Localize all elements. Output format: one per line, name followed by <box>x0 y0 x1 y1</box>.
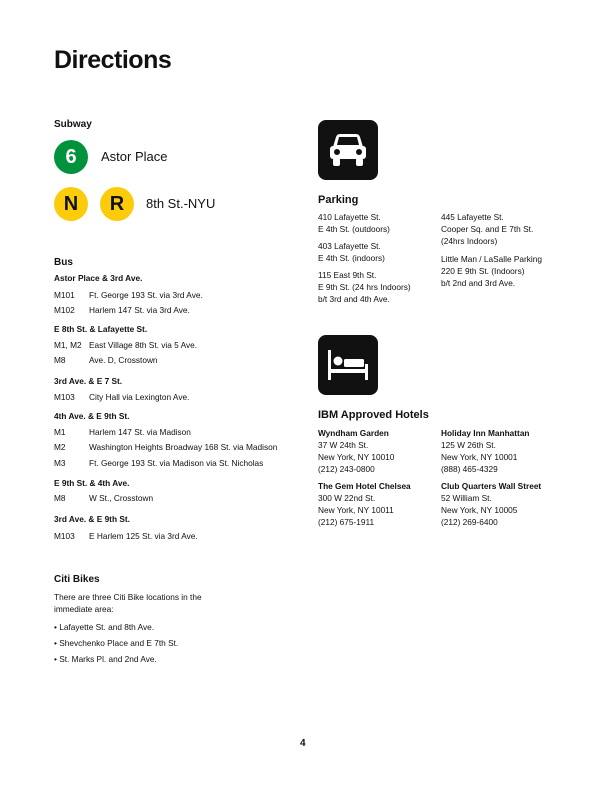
parking-line: 445 Lafayette St. <box>441 212 504 222</box>
route-code: M1 <box>54 427 66 437</box>
line-r-label: R <box>109 192 125 215</box>
bus-route <box>54 531 198 541</box>
bus-stop-heading: E 8th St. & Lafayette St. <box>54 324 148 334</box>
subway-heading: Subway <box>54 119 92 130</box>
parking-line: E 4th St. (outdoors) <box>318 224 390 234</box>
route-desc: Ave. D, Crosstown <box>89 355 158 365</box>
parking-heading: Parking <box>318 194 359 206</box>
hotel-city: New York, NY 10001 <box>441 452 518 462</box>
citibikes-list <box>54 622 178 670</box>
parking-line: b/t 2nd and 3rd Ave. <box>441 278 516 288</box>
route-desc: Ft. George 193 St. via Madison via St. Nicholas <box>89 458 264 468</box>
route-code: M2 <box>54 442 66 452</box>
hotel-address: 125 W 26th St. <box>441 440 496 450</box>
hotel-card <box>318 427 394 475</box>
parking-location <box>318 211 390 235</box>
station-astor-place: Astor Place <box>101 149 168 164</box>
hotel-city: New York, NY 10011 <box>318 505 394 515</box>
bed-icon <box>318 335 378 395</box>
route-desc: Ft. George 193 St. via 3rd Ave. <box>89 290 203 300</box>
line-n-label: N <box>63 192 79 215</box>
bus-stop-heading: E 9th St. & 4th Ave. <box>54 478 130 488</box>
hotel-phone: (212) 243-0800 <box>318 464 375 474</box>
bus-heading: Bus <box>54 257 73 268</box>
route-desc: E Harlem 125 St. via 3rd Ave. <box>89 531 198 541</box>
bus-route <box>54 493 153 503</box>
parking-line: E 4th St. (indoors) <box>318 253 385 263</box>
hotel-name: Club Quarters Wall Street <box>441 481 542 491</box>
bus-route <box>54 442 277 452</box>
bus-route <box>54 392 189 402</box>
list-item: • Lafayette St. and 8th Ave. <box>54 622 155 632</box>
parking-location <box>441 211 533 247</box>
parking-line: E 9th St. (24 hrs Indoors) <box>318 282 411 292</box>
hotel-name: Holiday Inn Manhattan <box>441 428 530 438</box>
hotel-address: 300 W 22nd St. <box>318 493 376 503</box>
subway-line-r-icon <box>100 187 134 221</box>
route-desc: Harlem 147 St. via 3rd Ave. <box>89 305 190 315</box>
hotel-name: Wyndham Garden <box>318 428 389 438</box>
bus-route <box>54 427 191 437</box>
route-code: M102 <box>54 305 75 315</box>
route-code: M8 <box>54 355 66 365</box>
page-number: 4 <box>300 738 306 749</box>
hotel-card <box>441 427 530 475</box>
parking-line: 403 Lafayette St. <box>318 241 381 251</box>
hotel-phone: (212) 675-1911 <box>318 517 375 527</box>
bed-icon-graphic <box>326 348 370 382</box>
list-item: • St. Marks Pl. and 2nd Ave. <box>54 654 157 664</box>
parking-line: (24hrs Indoors) <box>441 236 498 246</box>
page-title: Directions <box>54 46 172 74</box>
route-code: M8 <box>54 493 66 503</box>
station-8th-st-nyu: 8th St.-NYU <box>146 196 216 211</box>
bus-stop-heading: 3rd Ave. & E 9th St. <box>54 514 130 524</box>
bus-stop-heading: Astor Place & 3rd Ave. <box>54 273 143 283</box>
route-code: M1, M2 <box>54 340 82 350</box>
route-code: M3 <box>54 458 66 468</box>
parking-location <box>318 240 385 264</box>
subway-line-6-icon <box>54 140 88 174</box>
hotel-city: New York, NY 10005 <box>441 505 518 515</box>
hotel-name: The Gem Hotel Chelsea <box>318 481 411 491</box>
hotel-city: New York, NY 10010 <box>318 452 395 462</box>
bus-stop-heading: 3rd Ave. & E 7 St. <box>54 376 123 386</box>
route-code: M103 <box>54 531 75 541</box>
hotel-phone: (212) 269-6400 <box>441 517 498 527</box>
parking-line: Cooper Sq. and E 7th St. <box>441 224 534 234</box>
route-desc: Washington Heights Broadway 168 St. via Madison <box>89 442 278 452</box>
parking-line: Little Man / LaSalle Parking <box>441 254 543 264</box>
bus-route <box>54 355 158 365</box>
bus-stop-heading: 4th Ave. & E 9th St. <box>54 411 130 421</box>
route-desc: Harlem 147 St. via Madison <box>89 427 191 437</box>
bus-route <box>54 305 190 315</box>
car-icon <box>318 120 378 180</box>
route-code: M103 <box>54 392 75 402</box>
bus-route <box>54 458 263 468</box>
citibikes-intro-line: There are three Citi Bike locations in the <box>54 592 202 602</box>
hotel-address: 52 William St. <box>441 493 492 503</box>
citibikes-heading: Citi Bikes <box>54 574 100 585</box>
hotel-phone: (888) 465-4329 <box>441 464 498 474</box>
hotels-heading: IBM Approved Hotels <box>318 409 429 421</box>
hotel-address: 37 W 24th St. <box>318 440 369 450</box>
route-desc: W St., Crosstown <box>89 493 154 503</box>
route-desc: East Village 8th St. via 5 Ave. <box>89 340 198 350</box>
bus-route <box>54 290 203 300</box>
hotel-card <box>441 480 541 528</box>
parking-location <box>318 269 411 305</box>
parking-line: 115 East 9th St. <box>318 270 377 280</box>
route-code: M101 <box>54 290 75 300</box>
hotel-card <box>318 480 411 528</box>
bus-route <box>54 340 197 350</box>
citibikes-intro <box>54 591 202 615</box>
list-item: • Shevchenko Place and E 7th St. <box>54 638 179 648</box>
parking-line: b/t 3rd and 4th Ave. <box>318 294 390 304</box>
parking-location <box>441 253 542 289</box>
route-desc: City Hall via Lexington Ave. <box>89 392 190 402</box>
line-6-label: 6 <box>65 145 77 168</box>
parking-line: 220 E 9th St. (Indoors) <box>441 266 525 276</box>
subway-line-n-icon <box>54 187 88 221</box>
car-icon-graphic <box>328 133 368 167</box>
parking-line: 410 Lafayette St. <box>318 212 381 222</box>
citibikes-intro-line: immediate area: <box>54 604 114 614</box>
